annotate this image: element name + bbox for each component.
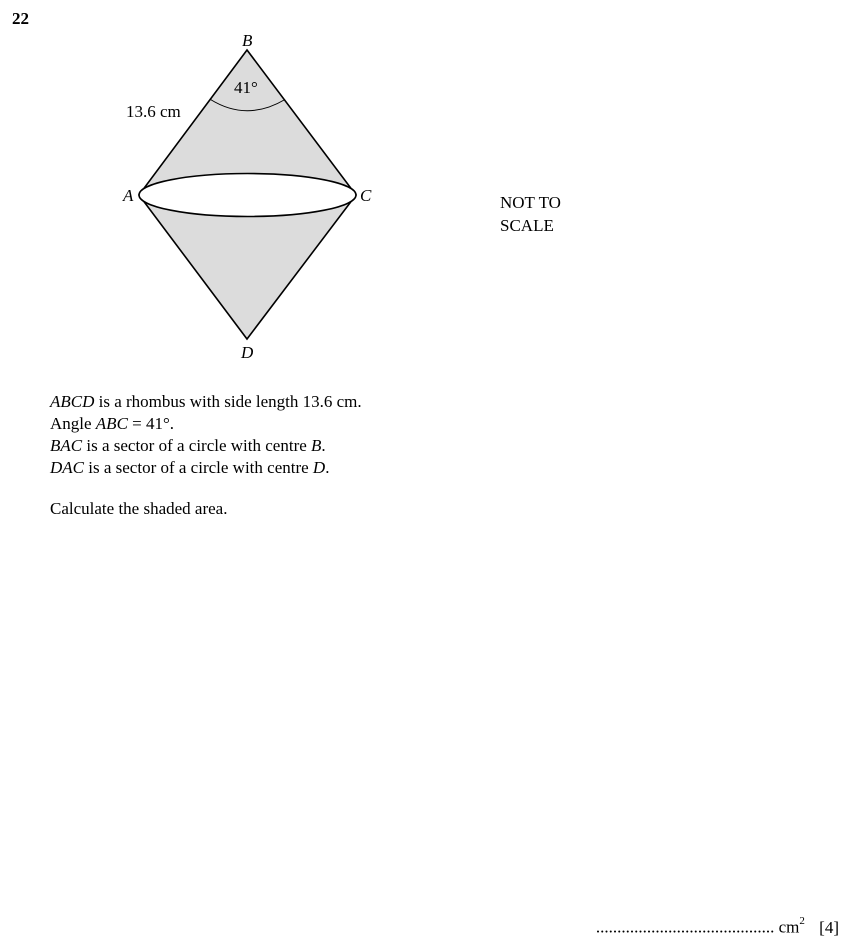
statement-text: is a sector of a circle with centre <box>82 436 312 455</box>
not-to-scale-line2: SCALE <box>500 216 554 235</box>
vertex-label-c: C <box>360 186 372 205</box>
rhombus-diagram <box>0 0 853 380</box>
statement-text: . <box>325 458 330 477</box>
statement-line-4 <box>50 457 362 479</box>
statement-text: is a rhombus with side length 13.6 cm. <box>94 392 362 411</box>
question-statements <box>50 391 362 479</box>
vertex-label-a: A <box>123 186 134 205</box>
marks-label: [4] <box>819 917 839 937</box>
statement-italic: BAC <box>50 436 83 455</box>
statement-italic: D <box>312 458 326 477</box>
statement-italic: ABCD <box>50 392 95 411</box>
unshaded-ellipse <box>139 174 356 217</box>
statement-line-3 <box>50 435 362 457</box>
vertex-label-d: D <box>241 343 254 362</box>
instruction-text: Calculate the shaded area. <box>50 499 228 518</box>
answer-unit: cm <box>778 917 800 937</box>
statement-text: = 41°. <box>127 414 175 433</box>
statement-italic: DAC <box>50 458 84 477</box>
angle-label: 41° <box>234 78 258 97</box>
vertex-label-b: B <box>242 31 253 50</box>
statement-text: is a sector of a circle with centre <box>84 458 313 477</box>
not-to-scale-line1: NOT TO <box>500 193 561 212</box>
answer-line <box>596 917 839 938</box>
answer-unit-power: 2 <box>799 915 805 927</box>
question-number: 22 <box>12 9 29 28</box>
statement-italic: ABC <box>95 414 128 433</box>
side-length-label: 13.6 cm <box>126 102 181 121</box>
answer-dots[interactable]: .......................................... <box>595 917 775 937</box>
statement-italic: B <box>311 436 322 455</box>
statement-text: . <box>321 436 326 455</box>
statement-text: Angle <box>50 414 96 433</box>
statement-line-1 <box>50 391 362 413</box>
not-to-scale-note <box>500 191 561 237</box>
statement-line-2 <box>50 413 362 435</box>
